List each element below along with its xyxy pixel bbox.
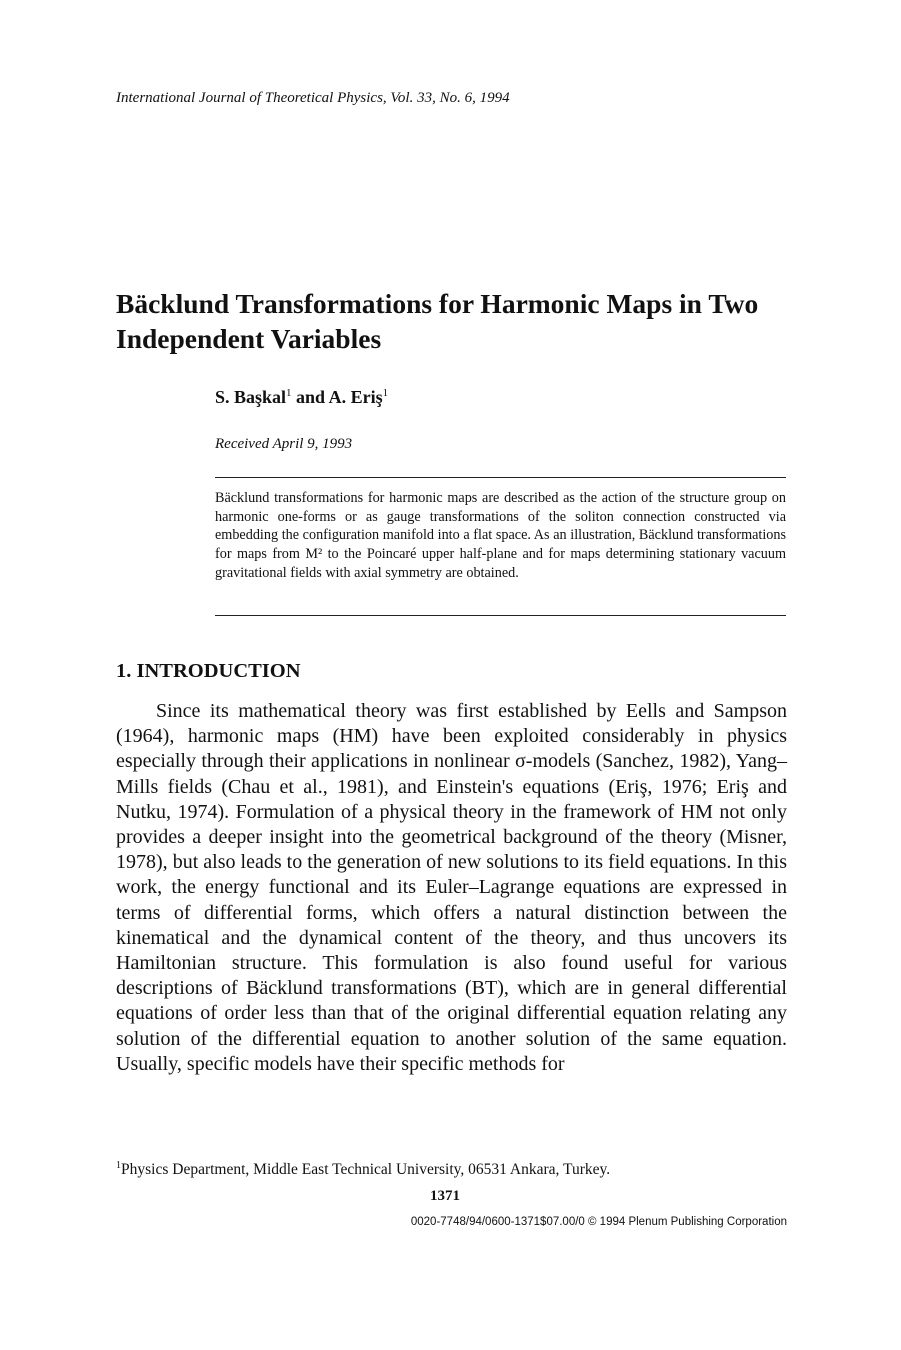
author-name: A. Eriş [328, 387, 383, 407]
author-line [215, 387, 388, 408]
author-connector: and [291, 387, 329, 407]
body-paragraph: Since its mathematical theory was first established by Eells and Sampson (1964), harmonic maps (HM) have been exploited considerably in physics especially through their applications in nonlinear σ-models (Sanchez, 1982), Yang–Mills fields (Chau et al., 1981), and Einstein's equations (Eriş, 1976; Eriş and Nutku, 1974). Formulation of a physical theory in the framework of HM not only provides a deeper insight into the geometrical background of the theory (Misner, 1978), but also leads to the generation of new solutions to its field equations. In this work, the energy functional and its Euler–Lagrange equations are expressed in terms of differential forms, which offers a natural distinction between the kinematical and the dynamical content of the theory, and thus uncovers its Hamiltonian structure. This formulation is also found useful for various descriptions of Bäcklund transformations (BT), which are in general differential equations of order less than that of the original differential equation relating any solution of the differential equation to another solution of the same equation. Usually, specific models have their specific methods for [116, 700, 787, 1075]
copyright-line: 0020-7748/94/0600-1371$07.00/0 © 1994 Plenum Publishing Corporation [410, 1216, 787, 1228]
affiliation-mark: 1 [286, 387, 292, 399]
abstract: Bäcklund transformations for harmonic maps are described as the action of the structure group on harmonic one-forms or as gauge transformations of the soliton connection constructed via embedding the configuration manifold into a flat space. As an illustration, Bäcklund transformations for maps from M² to the Poincaré upper half-plane and for maps determining stationary vacuum gravitational fields with axial symmetry are obtained. [215, 490, 786, 581]
section-heading: 1. INTRODUCTION [116, 660, 301, 682]
footnote-mark: 1 [116, 1160, 121, 1171]
footnote-text: Physics Department, Middle East Technical University, 06531 Ankara, Turkey. [121, 1161, 611, 1179]
page-number: 1371 [430, 1188, 460, 1204]
received-date: Received April 9, 1993 [215, 436, 353, 452]
abstract-top-rule [215, 477, 786, 478]
paper-title: Bäcklund Transformations for Harmonic Maps in Two Independent Variables [116, 288, 759, 354]
affiliation-mark: 1 [382, 387, 389, 399]
author-name: S. Başkal [215, 387, 287, 407]
footnote [116, 1160, 610, 1179]
journal-citation: International Journal of Theoretical Physics, Vol. 33, No. 6, 1994 [116, 90, 510, 106]
abstract-bottom-rule [215, 615, 786, 616]
